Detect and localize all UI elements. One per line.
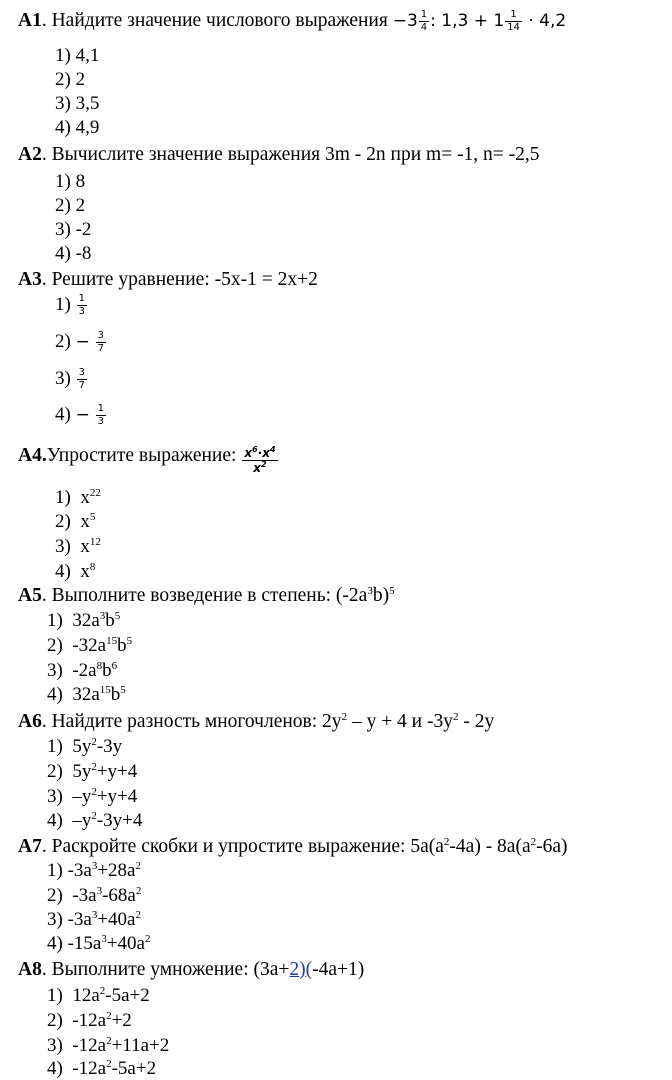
question-a2 xyxy=(18,143,540,167)
question-a3 xyxy=(18,268,318,292)
question-text: . Выполните умножение: (3a+ xyxy=(41,959,290,980)
answer-option: 3) $-2a^8b^6$ xyxy=(47,660,118,681)
question-number: A4. xyxy=(18,445,47,466)
answer-option: 1) $x^{22}$ xyxy=(55,487,101,508)
answer-option: 4) $-15a^3+40a^2$ xyxy=(47,933,151,954)
question-number: A6 xyxy=(18,711,42,732)
question-number: A2 xyxy=(18,144,42,165)
question-a1 xyxy=(18,9,566,33)
answer-option: 4) $x^8$ xyxy=(55,561,96,582)
answer-option: 4) $32a^{15}b^5$ xyxy=(47,684,126,705)
answer-option: 1) 4,1 xyxy=(55,45,100,66)
question-number: A3 xyxy=(18,269,42,290)
answer-option: 3) 3,5 xyxy=(55,93,100,114)
answer-option: 2) $-12a^2+2$ xyxy=(47,1010,132,1031)
answer-option: 3) -2 xyxy=(55,219,92,240)
answer-option: 2) $5y^2+y+4$ xyxy=(47,761,138,782)
question-number: A8 xyxy=(18,959,42,980)
question-a5: A5. Выполните возведение в степень: $(-2a^3b)^5$ xyxy=(18,585,395,606)
answer-option: 3) $-3a^3+40a^2$ xyxy=(47,909,141,930)
answer-option: 1) $32a^3b^5$ xyxy=(47,610,121,631)
question-text: . Решите уравнение: -5x-1 = 2x+2 xyxy=(41,269,318,290)
answer-option: 2) 2 xyxy=(55,195,86,216)
answer-option: 4) − $\frac{1}{3}$ xyxy=(55,403,104,428)
answer-option: 1) $\frac{1}{3}$ xyxy=(55,293,85,318)
question-a6: A6. Найдите разность многочленов: $2y^2 - y + 4$ и $-3y^2 - 2y$ xyxy=(18,711,495,732)
question-number: A7 xyxy=(18,836,42,857)
answer-option: 1) $12a^2-5a+2$ xyxy=(47,985,150,1006)
answer-option: 4) -8 xyxy=(55,243,92,264)
answer-option: 1) $5y^2-3y$ xyxy=(47,736,123,757)
question-text: Упростите выражение: xyxy=(46,445,242,466)
question-text: . Раскройте скобки и упростите выражение: 5a(a xyxy=(41,836,444,857)
answer-option: 1) 8 xyxy=(55,171,86,192)
answer-option: 3) $\frac{3}{7}$ xyxy=(55,367,85,392)
answer-option: 4) $-y^2-3y+4$ xyxy=(47,810,143,831)
question-number: A5 xyxy=(18,585,42,606)
answer-option: 3) $x^{12}$ xyxy=(55,536,101,557)
answer-option: 4) $-12a^2-5a+2$ xyxy=(47,1058,157,1079)
question-text: . Найдите разность многочленов: 2y xyxy=(41,711,342,732)
answer-option: 2) $-32a^{15}b^5$ xyxy=(47,635,133,656)
question-a7: A7. Раскройте скобки и упростите выражение: $5a(a^2-4a) - 8a(a^2-6a)$ xyxy=(18,836,568,857)
math-fraction: $\frac{x^6\cdot x^4}{x^2}$ xyxy=(244,445,276,475)
answer-option: 2) $x^5$ xyxy=(55,511,96,532)
answer-option: 3) $-y^2+y+4$ xyxy=(47,786,138,807)
answer-option: 2) − $\frac{3}{7}$ xyxy=(55,330,104,355)
answer-option: 4) 4,9 xyxy=(55,117,100,138)
math-expression: −3 $\frac{1}{4}$ : 1,3 + 1 $\frac{1}{14}$ · 4,2 xyxy=(392,8,567,33)
question-text: . Выполните возведение в степень: (-2a xyxy=(41,585,368,606)
answer-option: 3) $-12a^2+11a+2$ xyxy=(47,1035,170,1056)
question-text: . Найдите значение числового выражения xyxy=(41,10,393,31)
question-number: A1 xyxy=(18,10,42,31)
question-a4 xyxy=(18,444,279,474)
answer-option: 1) $-3a^3+28a^2$ xyxy=(47,860,141,881)
answer-option: 2) $-3a^3-68a^2$ xyxy=(47,885,142,906)
answer-option: 2) 2 xyxy=(55,69,86,90)
question-text: . Вычислите значение выражения 3m - 2n при m= -1, n= -2,5 xyxy=(41,144,540,165)
question-a8: A8. Выполните умножение: (3a+2)(-4a+1) xyxy=(18,959,365,980)
